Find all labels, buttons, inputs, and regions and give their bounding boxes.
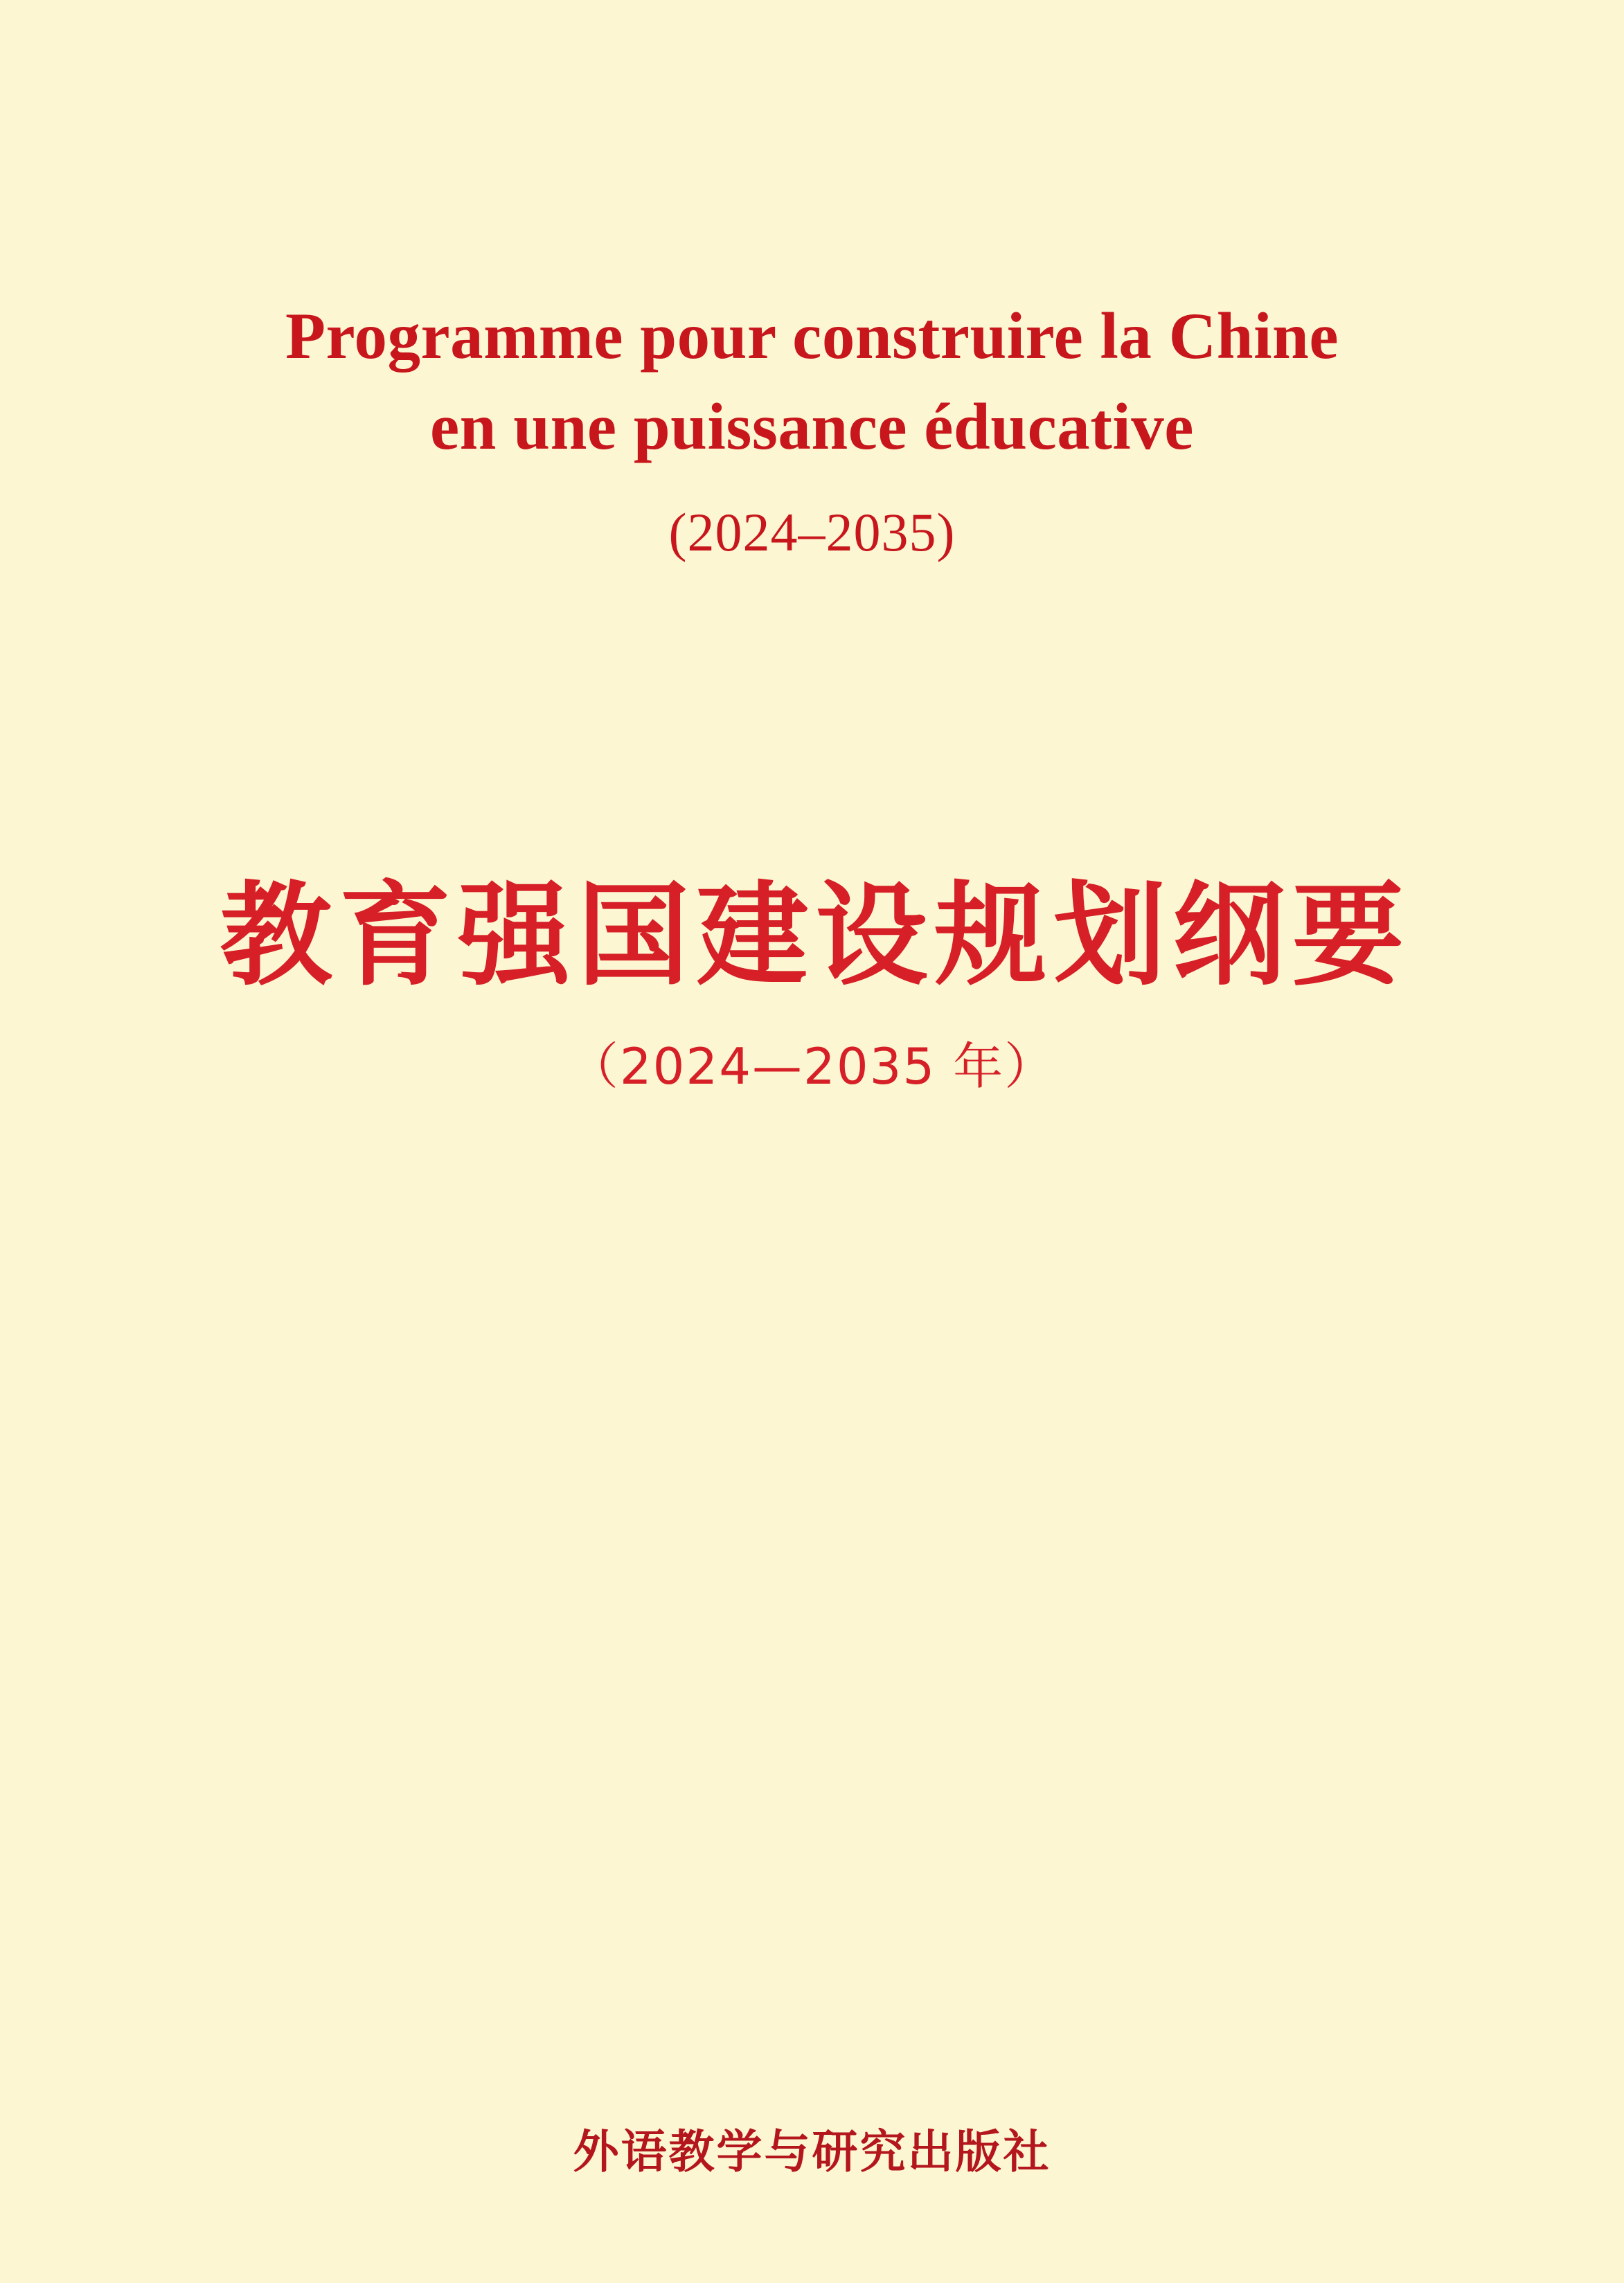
chinese-title: 教育强国建设规划纲要 (220, 871, 1411, 1001)
french-title (189, 291, 1436, 472)
chinese-year-range: （2024—2035 年） (568, 1037, 1056, 1096)
french-year-range: (2024–2035) (668, 502, 956, 563)
chinese-title-block (0, 869, 1624, 1097)
french-title-line-2: en une puissance éducative (430, 390, 1194, 464)
french-title-block (0, 291, 1624, 568)
french-title-line-1: Programme pour construire la Chine (285, 299, 1339, 373)
publisher-name: 外语教学与研究出版社 (573, 2125, 1051, 2178)
